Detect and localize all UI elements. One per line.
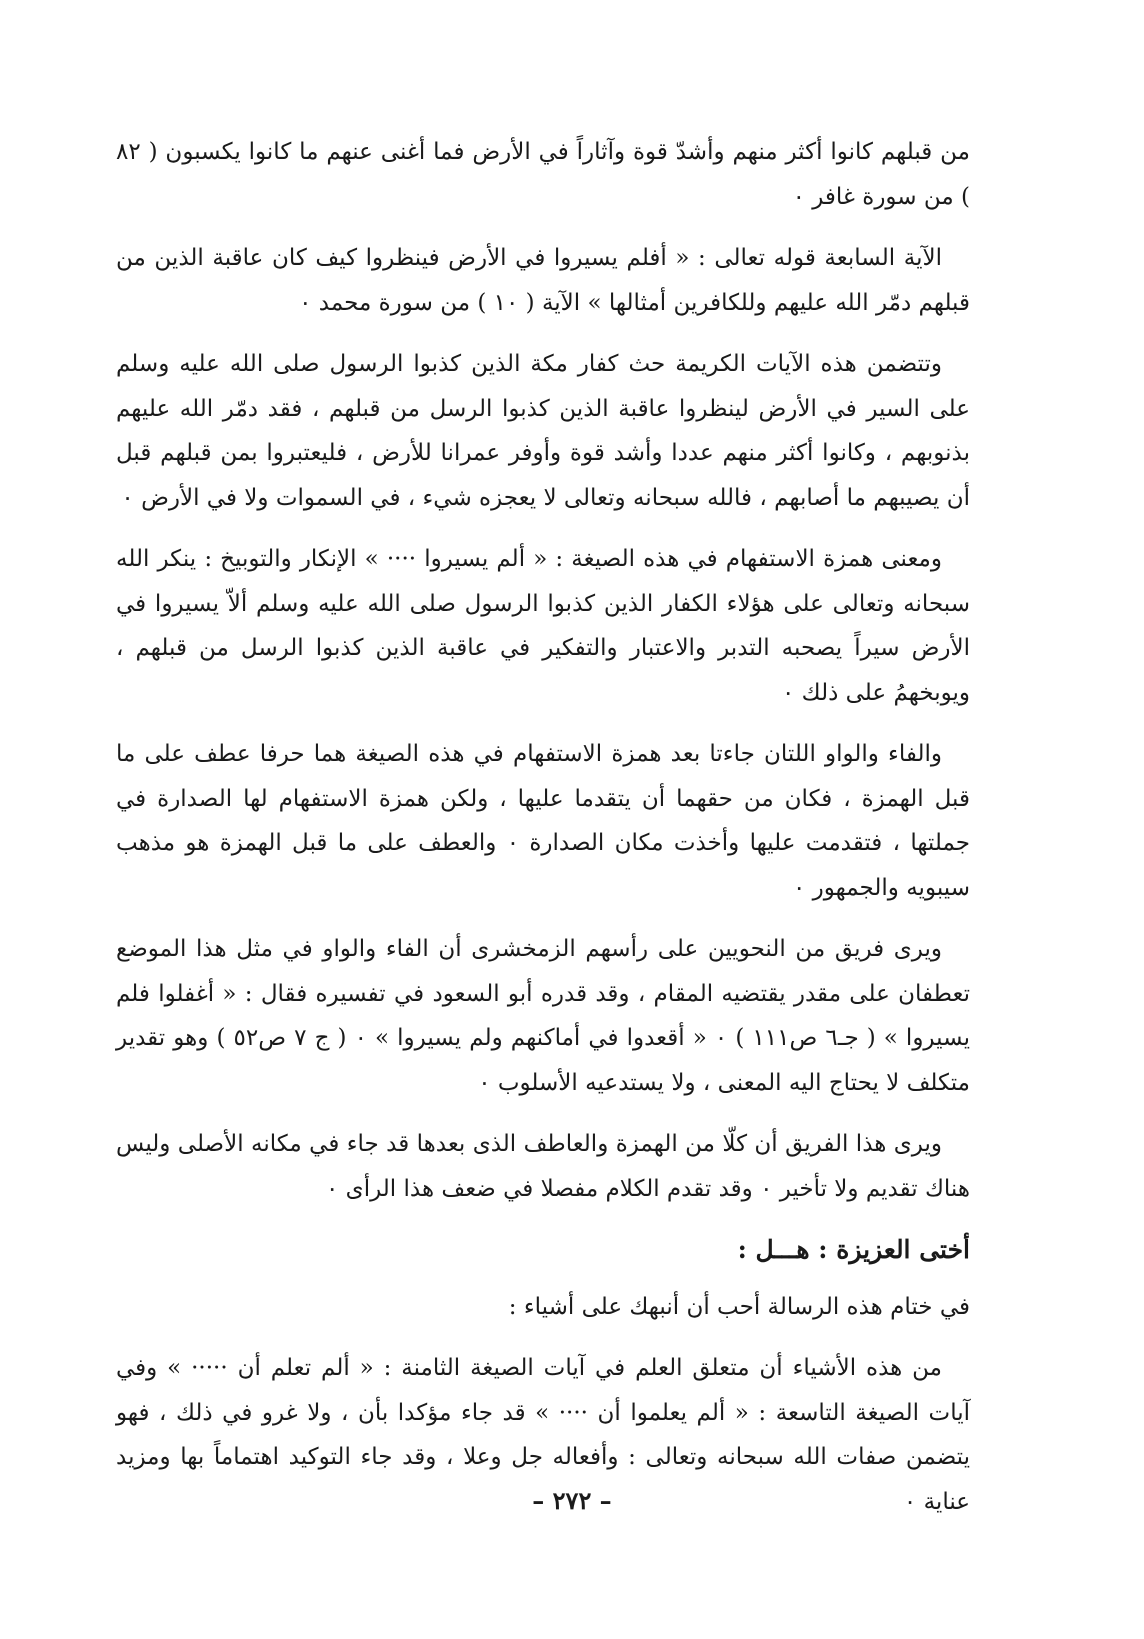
paragraph-continuation: من قبلهم كانوا أكثر منهم وأشدّ قوة وآثاراً في الأرض فما أغنى عنهم ما كانوا يكسبون ( ٨٢ ) من سورة غافر ٠ — [116, 139, 970, 210]
paragraph-hamza-meaning: ومعنى همزة الاستفهام في هذه الصيغة : « ألم يسيروا ···· » الإنكار والتوبيخ : ينكر الله سبحانه وتعالى على هؤلاء الكفار الذين كذبوا الرسول صلى الله عليه وسلم ألاّ يسيروا في الأرض سيراً يصحبه التدبر والاعتبار والتفكير في عاقبة الذين كذبوا الرسل من قبلهم ، ويوبخهمُ على ذلك ٠ — [116, 546, 970, 706]
paragraph-group-view: ويرى هذا الفريق أن كلّا من الهمزة والعاطف الذى بعدها قد جاء في مكانه الأصلى وليس هناك تقديم ولا تأخير ٠ وقد تقدم الكلام مفصلا في ضعف هذا الرأى ٠ — [116, 1131, 970, 1202]
paragraph-closing-intro: في ختام هذه الرسالة أحب أن أنبهك على أشياء : — [508, 1293, 970, 1320]
paragraph-fa-waw: والفاء والواو اللتان جاءتا بعد همزة الاستفهام في هذه الصيغة هما حرفا عطف على ما قبل الهمزة ، فكان من حقهما أن يتقدما عليها ، ولكن همزة الاستفهام لها الصدارة في جملتها ، فتقدمت عليها وأخذت مكان الصدارة ٠ والعطف على ما قبل الهمزة هو مذهب سيبويه والجمهور ٠ — [116, 741, 970, 901]
paragraph-zamakhshari: ويرى فريق من النحويين على رأسهم الزمخشرى أن الفاء والواو في مثل هذا الموضع تعطفان على مقدر يقتضيه المقام ، وقد قدره أبو السعود في تفسيره فقال : « أغفلوا فلم يسيروا » ( جـ٦ ص١١١ ) ٠ « أقعدوا في أماكنهم ولم يسيروا » ٠ ( ج ٧ ص٥٢ ) وهو تقدير متكلف لا يحتاج اليه المعنى ، ولا يستدعيه الأسلوب ٠ — [116, 936, 970, 1096]
paragraph-verses-meaning: وتتضمن هذه الآيات الكريمة حث كفار مكة الذين كذبوا الرسول صلى الله عليه وسلم على السير في الأرض لينظروا عاقبة الذين كذبوا الرسل من قبلهم ، فقد دمّر الله عليهم بذنوبهم ، وكانوا أكثر منهم عددا وأشد قوة وأوفر عمرانا للأرض ، فليعتبروا بمن قبلهم قبل أن يصيبهم ما أصابهم ، فالله سبحانه وتعالى لا يعجزه شيء ، في السموات ولا في الأرض ٠ — [116, 351, 970, 511]
paragraph-closing-first: من هذه الأشياء أن متعلق العلم في آيات الصيغة الثامنة : « ألم تعلم أن ····· » وفي آيات الصيغة التاسعة : « ألم يعلموا أن ···· » قد جاء مؤكدا بأن ، ولا غرو في ذلك ، فهو يتضمن صفات الله سبحانه وتعالى : وأفعاله جل وعلا ، وقد جاء التوكيد اهتماماً بها ومزيد عناية ٠ — [116, 1355, 970, 1515]
page-number: – ٢٧٢ – — [532, 1486, 612, 1515]
section-heading: أختى العزيزة : هـــل : — [737, 1235, 970, 1264]
page-body — [116, 130, 970, 1541]
paragraph-seventh-verse: الآية السابعة قوله تعالى : « أفلم يسيروا في الأرض فينظروا كيف كان عاقبة الذين من قبلهم دمّر الله عليهم وللكافرين أمثالها » الآية ( ١٠ ) من سورة محمد ٠ — [116, 245, 970, 316]
